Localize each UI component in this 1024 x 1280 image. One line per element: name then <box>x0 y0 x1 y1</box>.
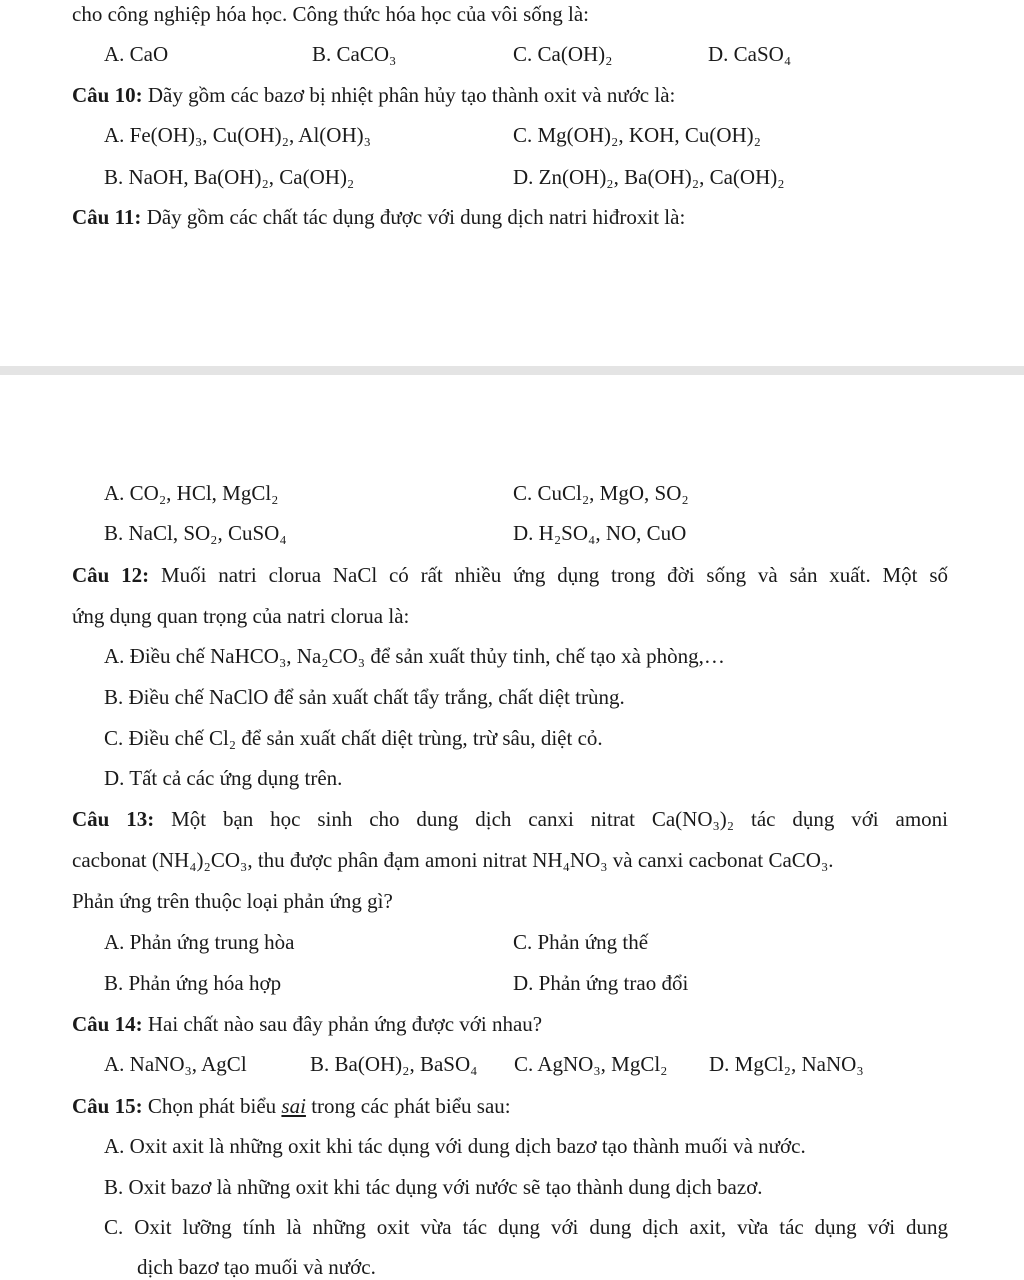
q13-stem-line3: Phản ứng trên thuộc loại phản ứng gì? <box>72 889 393 913</box>
q15-option-c-line2: dịch bazơ tạo muối và nước. <box>137 1255 376 1279</box>
q12-stem-line1 <box>72 562 948 588</box>
q12-option-a: A. Điều chế NaHCO₃, Na₂CO₃ để sản xuất thủy tinh, chế tạo xà phòng,… <box>104 644 725 668</box>
q13-option-c: C. Phản ứng thế <box>513 930 649 954</box>
q10-label: Câu 10: <box>72 83 143 107</box>
q10-text: Dãy gồm các bazơ bị nhiệt phân hủy tạo thành oxit và nước là: <box>142 83 676 107</box>
q12-stem-line2: ứng dụng quan trọng của natri clorua là: <box>72 604 410 628</box>
q11-label: Câu 11: <box>72 205 142 229</box>
q11-stem <box>72 204 685 230</box>
q13-option-d: D. Phản ứng trao đổi <box>513 971 689 995</box>
q9-option-b: B. CaCO₃ <box>312 42 397 66</box>
q11-option-d: D. H₂SO₄, NO, CuO <box>513 521 687 545</box>
q13-option-b: B. Phản ứng hóa hợp <box>104 971 282 995</box>
page-break-divider <box>0 366 1024 375</box>
q15-text-pre: Chọn phát biểu <box>142 1094 282 1118</box>
q15-stem <box>72 1093 511 1119</box>
q14-option-c: C. AgNO₃, MgCl₂ <box>514 1052 668 1076</box>
q13-option-a: A. Phản ứng trung hòa <box>104 930 295 954</box>
q10-stem <box>72 82 675 108</box>
q12-label: Câu 12: <box>72 563 150 587</box>
q10-option-a: A. Fe(OH)₃, Cu(OH)₂, Al(OH)₃ <box>104 123 371 147</box>
q11-option-b: B. NaCl, SO₂, CuSO₄ <box>104 521 287 545</box>
q14-option-a: A. NaNO₃, AgCl <box>104 1052 247 1076</box>
q15-emphasis-sai: sai <box>281 1094 306 1118</box>
q13-stem-line1 <box>72 806 948 832</box>
q11-option-a: A. CO₂, HCl, MgCl₂ <box>104 481 279 505</box>
q10-option-d: D. Zn(OH)₂, Ba(OH)₂, Ca(OH)₂ <box>513 165 785 189</box>
q10-option-b: B. NaOH, Ba(OH)₂, Ca(OH)₂ <box>104 165 355 189</box>
q9-option-d: D. CaSO₄ <box>708 42 792 66</box>
q11-text: Dãy gồm các chất tác dụng được với dung dịch natri hiđroxit là: <box>141 205 686 229</box>
q9-option-a: A. CaO <box>104 42 169 66</box>
q13-stem-line2: cacbonat (NH₄)₂CO₃, thu được phân đạm amoni nitrat NH₄NO₃ và canxi cacbonat CaCO₃. <box>72 848 834 872</box>
q11-option-c: C. CuCl₂, MgO, SO₂ <box>513 481 689 505</box>
q12-option-b: B. Điều chế NaClO để sản xuất chất tẩy trắng, chất diệt trùng. <box>104 685 625 709</box>
q15-option-c-line1: C. Oxit lưỡng tính là những oxit vừa tác dụng với dung dịch axit, vừa tác dụng với dung <box>104 1215 948 1239</box>
q15-text-post: trong các phát biểu sau: <box>305 1094 511 1118</box>
q13-text: Một bạn học sinh cho dung dịch canxi nitrat Ca(NO₃)₂ tác dụng với amoni <box>154 807 948 831</box>
q14-option-b: B. Ba(OH)₂, BaSO₄ <box>310 1052 478 1076</box>
q14-label: Câu 14: <box>72 1012 143 1036</box>
q12-option-d: D. Tất cả các ứng dụng trên. <box>104 766 343 790</box>
q14-stem <box>72 1011 542 1037</box>
q12-option-c: C. Điều chế Cl₂ để sản xuất chất diệt trùng, trừ sâu, diệt cỏ. <box>104 726 603 750</box>
q9-stem-tail: cho công nghiệp hóa học. Công thức hóa học của vôi sống là: <box>72 2 590 26</box>
q9-option-c: C. Ca(OH)₂ <box>513 42 613 66</box>
q15-option-a: A. Oxit axit là những oxit khi tác dụng với dung dịch bazơ tạo thành muối và nước. <box>104 1134 806 1158</box>
q14-option-d: D. MgCl₂, NaNO₃ <box>709 1052 864 1076</box>
q12-text: Muối natri clorua NaCl có rất nhiều ứng dụng trong đời sống và sản xuất. Một số <box>149 563 948 587</box>
q15-option-b: B. Oxit bazơ là những oxit khi tác dụng với nước sẽ tạo thành dung dịch bazơ. <box>104 1175 763 1199</box>
q15-label: Câu 15: <box>72 1094 143 1118</box>
q14-text: Hai chất nào sau đây phản ứng được với nhau? <box>142 1012 543 1036</box>
q10-option-c: C. Mg(OH)₂, KOH, Cu(OH)₂ <box>513 123 761 147</box>
q13-label: Câu 13: <box>72 807 155 831</box>
